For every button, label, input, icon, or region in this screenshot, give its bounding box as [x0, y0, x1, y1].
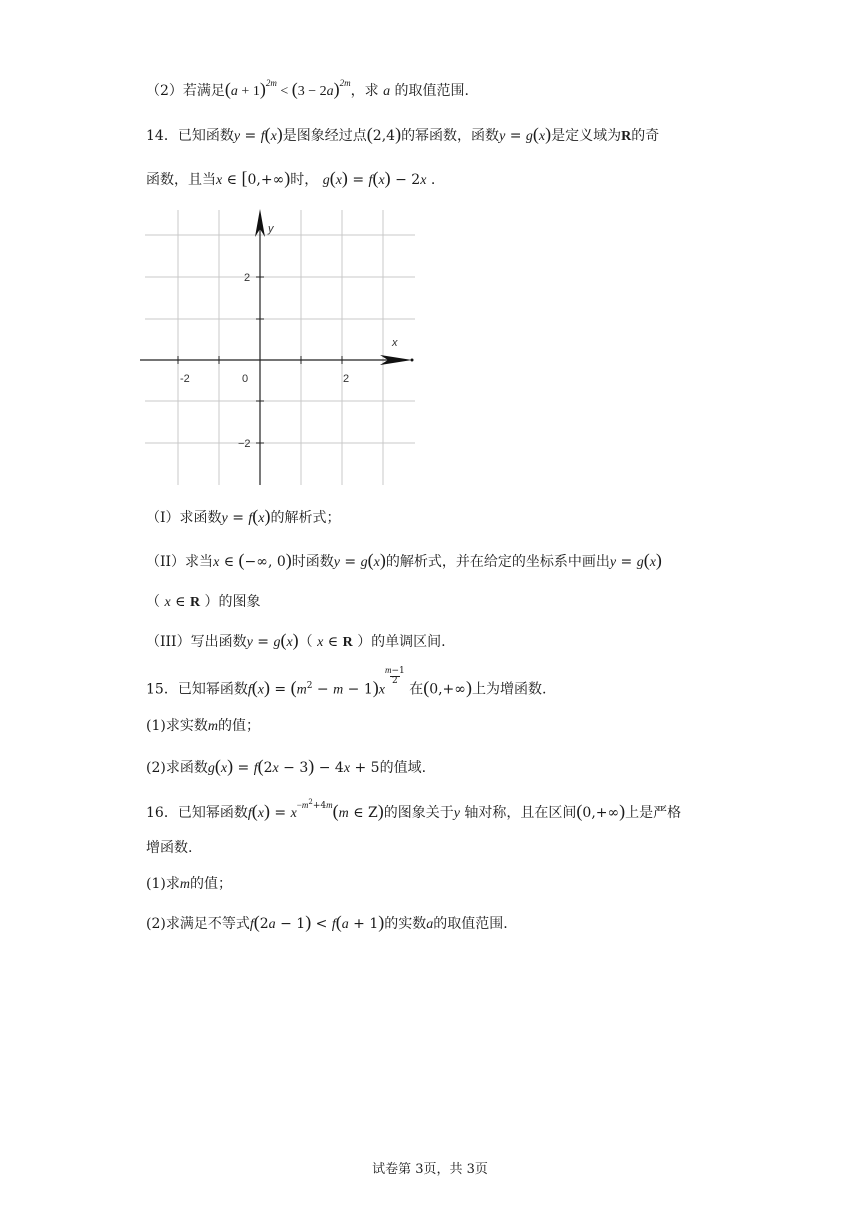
x-axis-label: x — [392, 337, 398, 349]
q16-stem-line1: 16．已知幂函数$f(x) = x^{-m^2+4m}(m$ ∈ Z)的图象关于y 轴对称，且在区间(0,+∞)上是严格 — [146, 798, 682, 821]
q16-part1: (1)求m的值； — [146, 876, 232, 892]
q15-part2: (2)求函数g(x) = f(2x − 3) − 4x + 5的值域. — [146, 756, 427, 776]
q14-stem-line1: 14．已知函数y = f(x)是图象经过点(2,4)的幂函数，函数y = g(x)是定义域为R的奇 — [146, 124, 660, 144]
x-tick-label: 2 — [343, 373, 350, 385]
q13-part2: （2）若满足$(a + 1)^{2m} < (3 - 2a)^{2m}$，求 a 的取值范围. — [146, 78, 469, 99]
coordinate-grid — [140, 205, 420, 490]
y-tick-label: 2 — [244, 272, 251, 284]
q14-part2-line2: （ x ∈ R ）的图象 — [146, 594, 261, 610]
q14-part1: （I）求函数y = f(x)的解析式； — [146, 506, 341, 526]
q15-stem: 15．已知幂函数$f(x) = (m^2 - m - 1)xm-1$ 2 在(0,+∞)上为增函数. — [146, 664, 547, 698]
x-tick-label: -2 — [180, 373, 190, 385]
origin-label: 0 — [242, 373, 249, 385]
y-axis-label: y — [268, 223, 274, 235]
q16-stem-line2: 增函数. — [146, 840, 193, 856]
q16-part2: (2)求满足不等式f(2a − 1) < f(a + 1)的实数a的取值范围. — [146, 912, 508, 932]
q14-part2-line1: （II）求当x ∈ (−∞, 0)时函数y = g(x)的解析式，并在给定的坐标系中画出y = g(x) — [146, 550, 662, 570]
q14-part3: （III）写出函数y = g(x)（ x ∈ R ）的单调区间. — [146, 630, 446, 650]
q15-part1: (1)求实数m的值； — [146, 718, 260, 734]
y-tick-label: −2 — [238, 438, 251, 450]
page-footer: 试卷第 3页，共 3页 — [372, 1162, 488, 1177]
q14-stem-line2: 函数，且当x ∈ [0,+∞)时， g(x) = f(x) − 2x . — [146, 168, 436, 188]
